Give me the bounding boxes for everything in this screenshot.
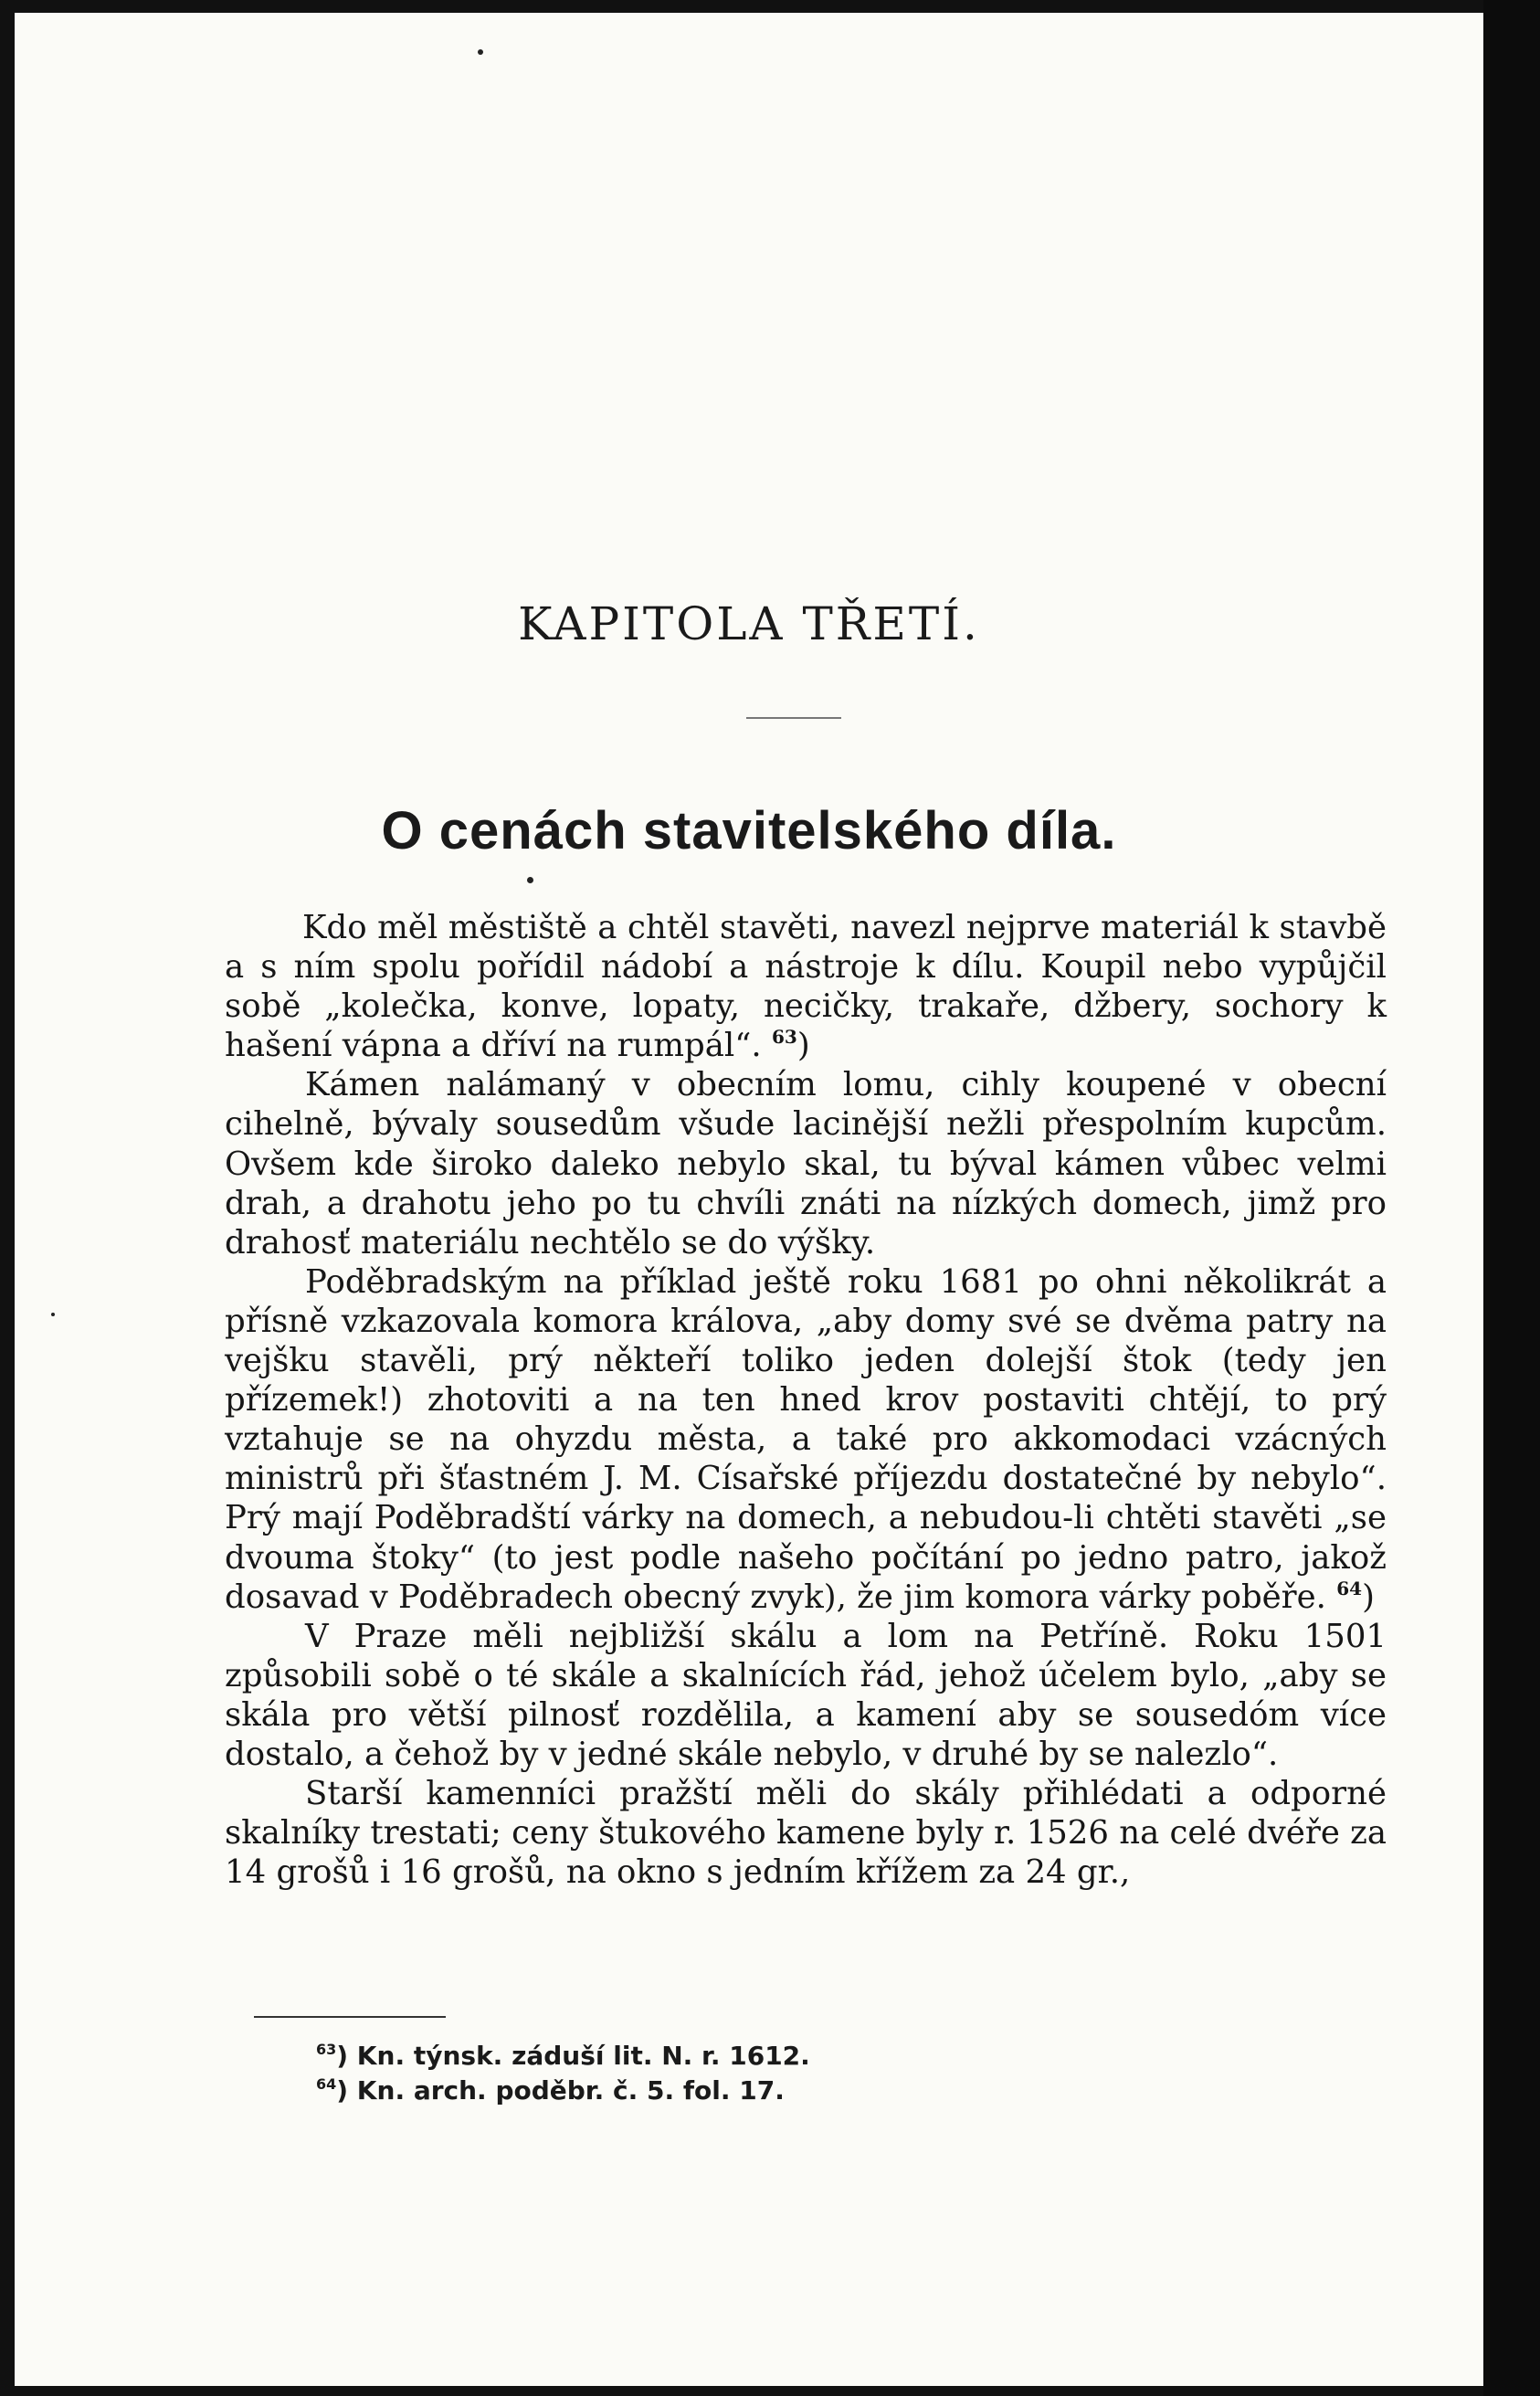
paragraph [225,1262,1387,1617]
body-text [225,908,1387,1892]
footnote-ref-paren: ) [1362,1578,1375,1616]
paragraph [225,1774,1387,1892]
footnote-text: ) Kn. týnsk. záduší lit. N. r. 1612. [336,2041,810,2071]
chapter-heading: KAPITOLA TŘETÍ. [518,597,980,650]
footnotes [316,2039,810,2108]
footnote-number: 63 [316,2041,337,2058]
paragraph-text: V Praze měli nejbližší skálu a lom na Petříně. Roku 1501 způsobili sobě o té skále a skalnících řád, jehož účelem bylo, „aby se skála pro větší pilnosť rozdělila, a kamení aby se sousedóm více dostalo, a čehož by v jedné skále nebylo, v druhé by se nalezlo“. [225,1617,1387,1773]
ink-speck [478,49,483,55]
heading-divider [746,717,841,719]
paragraph-text: Starší kamenníci pražští měli do skály přihlédati a odporné skalníky trestati; ceny štukového kamene byly r. 1526 na celé dvéře za 14 grošů i 16 grošů, na okno s jedním křížem za 24 gr., [225,1775,1387,1892]
footnote-ref: 63 [772,1026,797,1049]
paragraph-text: Kámen nalámaný v obecním lomu, cihly koupené v obecní cihelně, bývaly sousedům všude lacinější nežli přespolním kupcům. Ovšem kde široko daleko nebylo skal, tu býval kámen vůbec velmi drah, a drahotu jeho po tu chvíli znáti na nízkých domech, jimž pro drahosť materiálu nechtělo se do výšky. [225,1066,1387,1261]
ink-speck [51,1313,55,1316]
footnote-ref-paren: ) [796,1027,810,1065]
footnote [316,2074,810,2108]
footnote-divider [254,2016,446,2018]
chapter-title: O cenách stavitelského díla. [381,801,1117,860]
footnote [316,2039,810,2074]
footnote-text: ) Kn. arch. poděbr. č. 5. fol. 17. [336,2075,785,2106]
paragraph [225,1617,1387,1774]
paragraph [225,1065,1387,1261]
paragraph [225,908,1387,1065]
paragraph-text: Poděbradským na příklad ještě roku 1681 po ohni několikrát a přísně vzkazovala komora králova, „aby domy své se dvěma patry na vejšku stavěli, prý někteří toliko jeden dolejší štok (tedy jen přízemek!) zhotoviti a na ten hned krov postaviti chtějí, to prý vztahuje se na ohyzdu města, a také pro akkomodaci vzácných ministrů při šťastném J. M. Císařské příjezdu dostatečné by nebylo“. Prý mají Poděbradští várky na domech, a nebudou-li chtěti stavěti „se dvouma štoky“ (to jest podle našeho počítání po jedno patro, jakož dosavad v Poděbradech obecný zvyk), že jim komora várky poběře. [225,1262,1387,1616]
book-page [15,13,1483,2386]
ink-speck [527,877,533,883]
paragraph-text: Kdo měl městiště a chtěl stavěti, navezl nejprve materiál k stavbě a s ním spolu pořídil nádobí a nástroje k dílu. Koupil nebo vypůjčil sobě „kolečka, konve, lopaty, necičky, trakaře, džbery, sochory k hašení vápna a dříví na rumpál“. [225,909,1387,1065]
scan-edge [1483,0,1540,2396]
footnote-ref: 64 [1336,1577,1363,1599]
footnote-number: 64 [316,2075,337,2093]
